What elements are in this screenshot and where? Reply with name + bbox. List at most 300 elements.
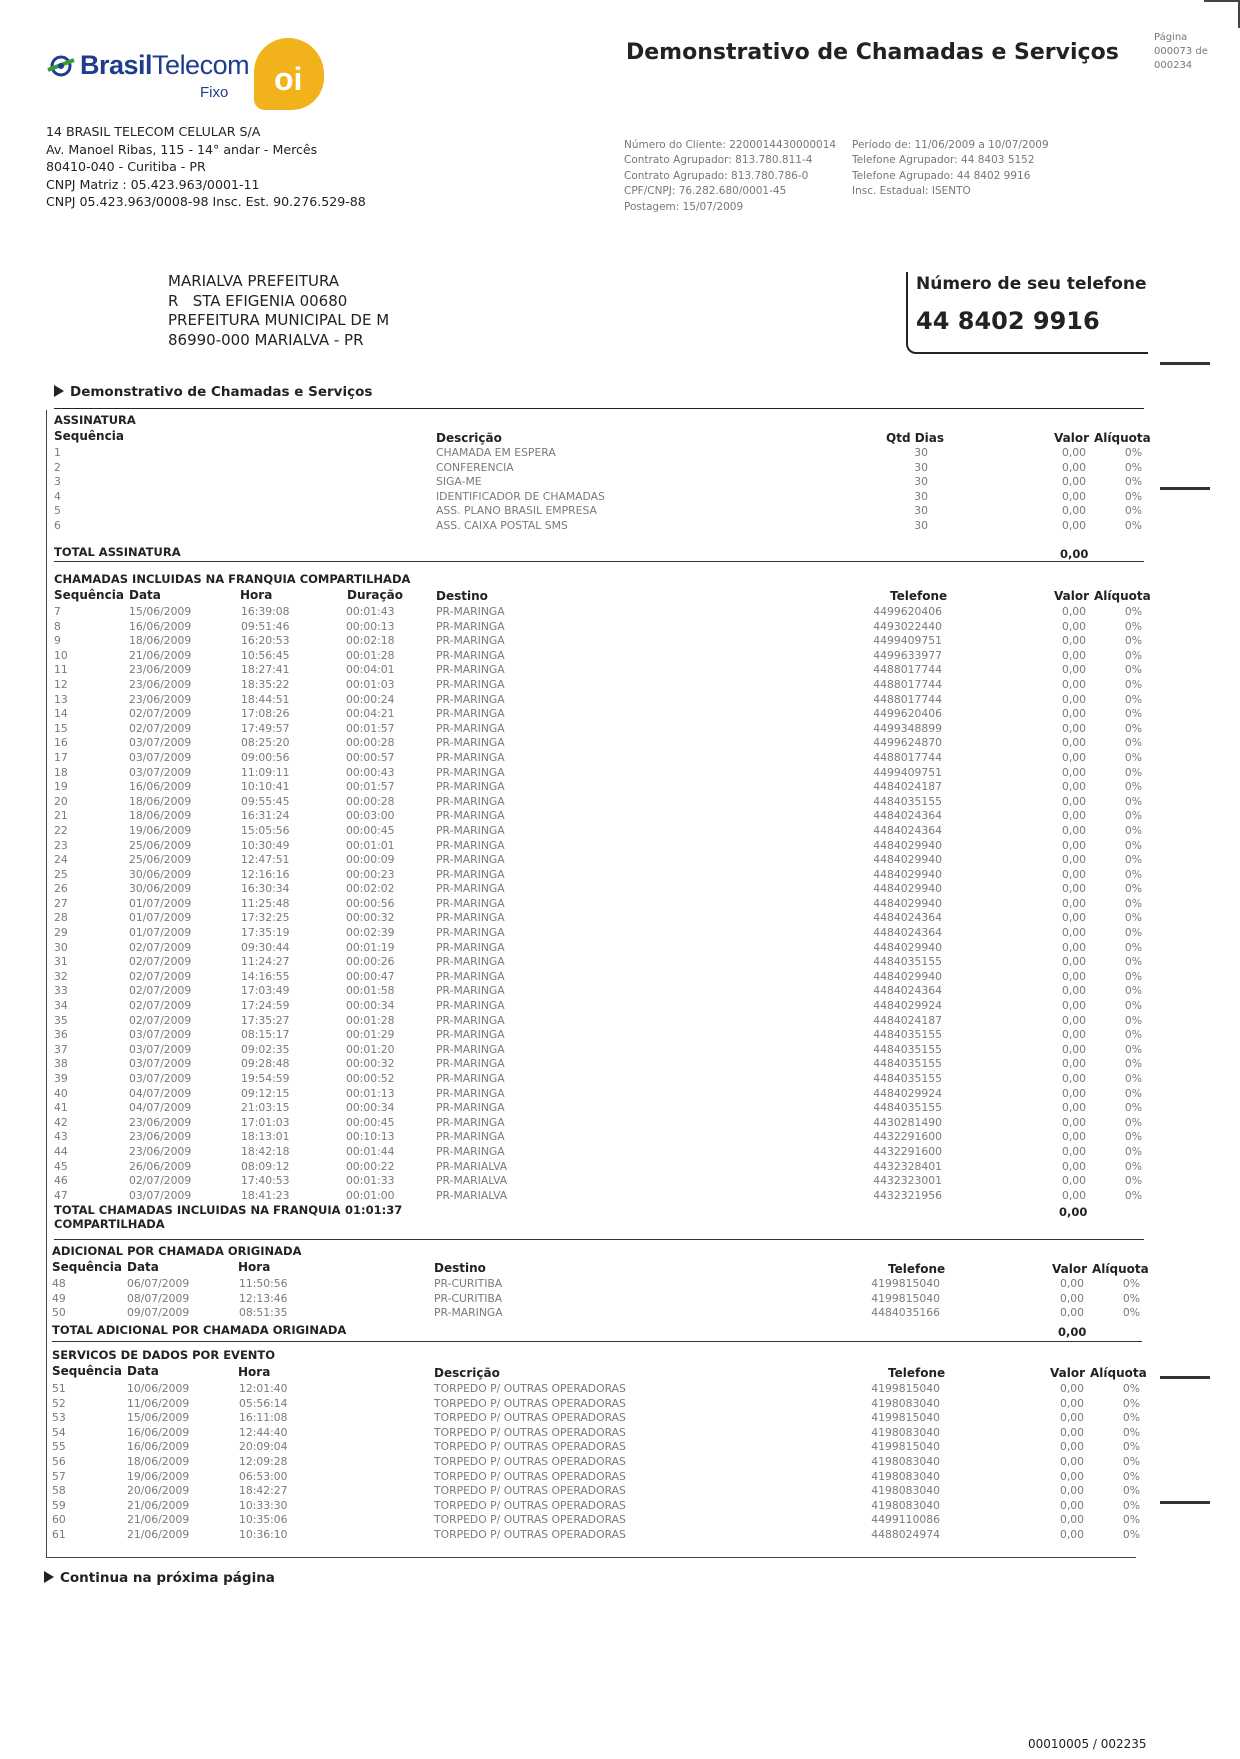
table-row xyxy=(52,1397,1142,1412)
cell-aliquota: 0% xyxy=(1122,1513,1140,1527)
cell-duracao: 00:01:19 xyxy=(346,940,395,954)
cell-destino: PR-MARINGA xyxy=(436,926,505,940)
cell-hora: 10:30:49 xyxy=(241,838,290,852)
table-row xyxy=(52,1484,1142,1499)
cell-hora: 10:35:06 xyxy=(239,1513,288,1527)
cell-data: 21/06/2009 xyxy=(127,1527,190,1541)
cell-data: 23/06/2009 xyxy=(129,1130,192,1144)
cell-valor: 0,00 xyxy=(1061,999,1086,1013)
cell-aliquota: 0% xyxy=(1124,692,1142,706)
table-row xyxy=(54,1116,1144,1131)
cell-aliquota: 0% xyxy=(1124,489,1142,503)
cell-destino: PR-MARINGA xyxy=(436,969,505,983)
cell-aliquota: 0% xyxy=(1122,1277,1140,1290)
cell-valor: 0,00 xyxy=(1061,677,1086,691)
adicional-title: ADICIONAL POR CHAMADA ORIGINADA xyxy=(52,1244,302,1258)
servicos-title: SERVICOS DE DADOS POR EVENTO xyxy=(52,1348,276,1362)
cell-data: 02/07/2009 xyxy=(129,969,192,983)
cell-valor: 0,00 xyxy=(1061,1057,1086,1071)
table-row xyxy=(54,707,1144,722)
cell-duracao: 00:10:13 xyxy=(346,1130,395,1144)
cell-duracao: 00:01:28 xyxy=(346,1013,395,1027)
recipient-address xyxy=(168,272,389,350)
cell-telefone: 4484035155 xyxy=(873,1057,942,1071)
cell-seq: 6 xyxy=(54,518,61,532)
cell-data: 19/06/2009 xyxy=(127,1469,190,1483)
cell-telefone: 4484024187 xyxy=(873,780,942,794)
cell-duracao: 00:03:00 xyxy=(346,809,395,823)
edge-mark xyxy=(1160,362,1210,365)
cell-aliquota: 0% xyxy=(1122,1527,1140,1541)
cell-aliquota: 0% xyxy=(1124,750,1142,764)
cell-data: 02/07/2009 xyxy=(129,1174,192,1188)
cell-seq: 7 xyxy=(54,605,61,618)
cell-duracao: 00:01:29 xyxy=(346,1028,395,1042)
cell-aliquota: 0% xyxy=(1124,1144,1142,1158)
cell-seq: 31 xyxy=(54,955,68,969)
cell-data: 03/07/2009 xyxy=(129,765,192,779)
cell-data: 20/06/2009 xyxy=(127,1484,190,1498)
cell-hora: 12:09:28 xyxy=(239,1454,288,1468)
cell-seq: 2 xyxy=(54,460,61,474)
table-row xyxy=(52,1455,1142,1470)
cell-destino: PR-MARINGA xyxy=(436,911,505,925)
cell-descricao: ASS. PLANO BRASIL EMPRESA xyxy=(436,504,597,518)
cell-seq: 12 xyxy=(54,677,68,691)
cell-data: 25/06/2009 xyxy=(129,838,192,852)
cell-hora: 09:55:45 xyxy=(241,794,290,808)
table-row xyxy=(54,693,1144,708)
cell-valor: 0,00 xyxy=(1059,1396,1084,1410)
cell-data: 18/06/2009 xyxy=(129,794,192,808)
cell-data: 02/07/2009 xyxy=(129,1013,192,1027)
cell-hora: 10:33:30 xyxy=(239,1498,288,1512)
table-row xyxy=(54,795,1144,810)
cell-destino: PR-MARINGA xyxy=(436,1013,505,1027)
cell-descricao: TORPEDO P/ OUTRAS OPERADORAS xyxy=(434,1498,626,1512)
cell-telefone: 4484029940 xyxy=(873,838,942,852)
cell-telefone: 4493022440 xyxy=(873,619,942,633)
header-valor: Valor xyxy=(1054,431,1090,445)
cell-seq: 20 xyxy=(54,794,68,808)
cell-telefone: 4199815040 xyxy=(871,1382,940,1395)
table-frame-bottom xyxy=(46,1557,1136,1558)
cell-telefone: 4484035155 xyxy=(873,794,942,808)
cell-hora: 18:35:22 xyxy=(241,677,290,691)
table-row xyxy=(54,970,1144,985)
table-row xyxy=(52,1306,1142,1321)
cell-data: 23/06/2009 xyxy=(129,692,192,706)
cell-telefone: 4484024364 xyxy=(873,926,942,940)
cell-valor: 0,00 xyxy=(1059,1513,1084,1527)
cell-destino: PR-MARINGA xyxy=(436,1072,505,1085)
cell-seq: 9 xyxy=(54,634,61,648)
cell-telefone: 4484035155 xyxy=(873,1042,942,1056)
cell-hora: 16:39:08 xyxy=(241,605,290,618)
cell-data: 02/07/2009 xyxy=(129,721,192,735)
cpf-cnpj: CPF/CNPJ: 76.282.680/0001-45 xyxy=(624,185,787,198)
table-row xyxy=(52,1277,1142,1292)
cell-aliquota: 0% xyxy=(1122,1454,1140,1468)
cell-data: 04/07/2009 xyxy=(129,1086,192,1100)
cell-aliquota: 0% xyxy=(1124,1130,1142,1144)
cell-aliquota: 0% xyxy=(1124,823,1142,837)
cell-aliquota: 0% xyxy=(1124,605,1142,618)
header-seq: Sequência xyxy=(54,588,124,602)
cell-descricao: CHAMADA EM ESPERA xyxy=(436,446,556,459)
cell-telefone: 4488017744 xyxy=(873,750,942,764)
cell-seq: 24 xyxy=(54,853,68,867)
cell-valor: 0,00 xyxy=(1059,1440,1084,1454)
cell-destino: PR-MARINGA xyxy=(436,1115,505,1129)
cell-destino: PR-CURITIBA xyxy=(434,1291,503,1305)
table-row xyxy=(54,1014,1144,1029)
cell-hora: 12:13:46 xyxy=(239,1291,288,1305)
cell-valor: 0,00 xyxy=(1061,794,1086,808)
header-valor: Valor xyxy=(1050,1366,1086,1380)
cell-destino: PR-MARINGA xyxy=(436,780,505,794)
cell-seq: 56 xyxy=(52,1454,66,1468)
cell-data: 16/06/2009 xyxy=(127,1440,190,1454)
cell-seq: 30 xyxy=(54,940,68,954)
cell-aliquota: 0% xyxy=(1124,1072,1142,1085)
cell-seq: 60 xyxy=(52,1513,66,1527)
cell-duracao: 00:00:22 xyxy=(346,1159,395,1173)
cell-destino: PR-MARINGA xyxy=(436,940,505,954)
header-aliq: Alíquota xyxy=(1092,1262,1149,1276)
cell-seq: 58 xyxy=(52,1484,66,1498)
cell-seq: 3 xyxy=(54,475,61,489)
cell-data: 23/06/2009 xyxy=(129,1115,192,1129)
cell-aliquota: 0% xyxy=(1124,999,1142,1013)
cell-hora: 08:51:35 xyxy=(239,1306,288,1320)
cell-valor: 0,00 xyxy=(1061,853,1086,867)
cell-data: 02/07/2009 xyxy=(129,940,192,954)
cell-hora: 12:01:40 xyxy=(239,1382,288,1395)
cell-valor: 0,00 xyxy=(1061,1130,1086,1144)
cell-aliquota: 0% xyxy=(1124,926,1142,940)
cell-seq: 57 xyxy=(52,1469,66,1483)
cell-descricao: CONFERENCIA xyxy=(436,460,514,474)
phone-grouper: Telefone Agrupador: 44 8403 5152 xyxy=(852,154,1035,167)
cell-aliquota: 0% xyxy=(1124,838,1142,852)
cell-seq: 44 xyxy=(54,1144,68,1158)
cell-aliquota: 0% xyxy=(1124,663,1142,677)
cell-qtd-dias: 30 xyxy=(914,460,928,474)
header-seq: Sequência xyxy=(54,429,124,443)
cell-hora: 09:30:44 xyxy=(241,940,290,954)
cell-destino: PR-MARINGA xyxy=(436,896,505,910)
company-line: 14 BRASIL TELECOM CELULAR S/A xyxy=(46,124,261,139)
cell-data: 18/06/2009 xyxy=(129,634,192,648)
cell-descricao: TORPEDO P/ OUTRAS OPERADORAS xyxy=(434,1454,626,1468)
cell-aliquota: 0% xyxy=(1124,634,1142,648)
table-row xyxy=(54,809,1144,824)
page-number: 000073 de xyxy=(1154,46,1208,57)
cell-aliquota: 0% xyxy=(1124,1028,1142,1042)
cell-aliquota: 0% xyxy=(1124,721,1142,735)
cell-descricao: ASS. CAIXA POSTAL SMS xyxy=(436,518,568,532)
corner-mark xyxy=(1204,0,1240,28)
cell-aliquota: 0% xyxy=(1122,1425,1140,1439)
cell-aliquota: 0% xyxy=(1124,794,1142,808)
cell-valor: 0,00 xyxy=(1061,648,1086,662)
cell-data: 30/06/2009 xyxy=(129,867,192,881)
cell-data: 19/06/2009 xyxy=(129,823,192,837)
cell-hora: 10:56:45 xyxy=(241,648,290,662)
cell-data: 15/06/2009 xyxy=(127,1411,190,1425)
header-hora: Hora xyxy=(238,1365,271,1379)
cell-aliquota: 0% xyxy=(1124,736,1142,750)
cell-seq: 59 xyxy=(52,1498,66,1512)
cell-hora: 06:53:00 xyxy=(239,1469,288,1483)
cell-duracao: 00:01:57 xyxy=(346,721,395,735)
table-row xyxy=(54,490,1144,505)
cell-aliquota: 0% xyxy=(1124,1013,1142,1027)
edge-mark xyxy=(1160,1501,1210,1504)
cell-destino: PR-MARINGA xyxy=(436,1042,505,1056)
cell-destino: PR-MARINGA xyxy=(436,1028,505,1042)
table-row xyxy=(54,1043,1144,1058)
cell-aliquota: 0% xyxy=(1122,1469,1140,1483)
header-valor: Valor xyxy=(1054,589,1090,603)
cell-seq: 14 xyxy=(54,707,68,721)
table-row xyxy=(52,1499,1142,1514)
cell-seq: 52 xyxy=(52,1396,66,1410)
cell-data: 23/06/2009 xyxy=(129,1144,192,1158)
cell-aliquota: 0% xyxy=(1124,677,1142,691)
cell-aliquota: 0% xyxy=(1124,940,1142,954)
cell-telefone: 4432328401 xyxy=(873,1159,942,1173)
cell-seq: 49 xyxy=(52,1291,66,1305)
cell-duracao: 00:00:52 xyxy=(346,1072,395,1085)
cell-seq: 16 xyxy=(54,736,68,750)
table-row xyxy=(54,1174,1144,1189)
cell-destino: PR-MARINGA xyxy=(436,677,505,691)
cell-hora: 12:44:40 xyxy=(239,1425,288,1439)
cell-aliquota: 0% xyxy=(1124,1115,1142,1129)
cell-destino: PR-MARINGA xyxy=(436,736,505,750)
cell-seq: 11 xyxy=(54,663,68,677)
cell-hora: 21:03:15 xyxy=(241,1101,290,1115)
cell-valor: 0,00 xyxy=(1059,1277,1084,1290)
oi-logo-text: oi xyxy=(274,61,303,97)
table-row xyxy=(52,1528,1142,1543)
cell-seq: 55 xyxy=(52,1440,66,1454)
cell-telefone: 4484035166 xyxy=(871,1306,940,1320)
cell-telefone: 4484029924 xyxy=(873,1086,942,1100)
cell-valor: 0,00 xyxy=(1061,867,1086,881)
cell-hora: 17:40:53 xyxy=(241,1174,290,1188)
table-row xyxy=(54,1160,1144,1175)
adicional-rows xyxy=(52,1277,1142,1321)
cell-valor: 0,00 xyxy=(1061,1028,1086,1042)
cell-telefone: 4198083040 xyxy=(871,1498,940,1512)
cell-aliquota: 0% xyxy=(1124,475,1142,489)
cell-data: 18/06/2009 xyxy=(127,1454,190,1468)
cell-seq: 8 xyxy=(54,619,61,633)
cell-valor: 0,00 xyxy=(1061,663,1086,677)
cell-telefone: 4199815040 xyxy=(871,1277,940,1290)
brand-name: BrasilTelecom xyxy=(80,50,250,80)
cell-seq: 53 xyxy=(52,1411,66,1425)
cell-seq: 38 xyxy=(54,1057,68,1071)
cell-aliquota: 0% xyxy=(1122,1498,1140,1512)
cell-telefone: 4484029940 xyxy=(873,969,942,983)
cell-hora: 11:24:27 xyxy=(241,955,290,969)
cell-aliquota: 0% xyxy=(1122,1291,1140,1305)
triangle-bullet-icon xyxy=(54,385,64,397)
cell-seq: 61 xyxy=(52,1527,66,1541)
billing-period: Período de: 11/06/2009 a 10/07/2009 xyxy=(852,139,1049,151)
cell-data: 21/06/2009 xyxy=(127,1498,190,1512)
cell-hora: 09:00:56 xyxy=(241,750,290,764)
table-row xyxy=(54,839,1144,854)
page-label: Página xyxy=(1154,32,1188,43)
cell-destino: PR-MARINGA xyxy=(436,984,505,998)
cell-data: 11/06/2009 xyxy=(127,1396,190,1410)
cell-telefone: 4198083040 xyxy=(871,1469,940,1483)
cell-data: 03/07/2009 xyxy=(129,1057,192,1071)
cell-telefone: 4432323001 xyxy=(873,1174,942,1188)
cell-valor: 0,00 xyxy=(1059,1469,1084,1483)
cell-seq: 25 xyxy=(54,867,68,881)
cell-duracao: 00:00:45 xyxy=(346,1115,395,1129)
table-row xyxy=(54,736,1144,751)
cell-destino: PR-CURITIBA xyxy=(434,1277,503,1290)
company-info xyxy=(46,123,366,211)
cell-valor: 0,00 xyxy=(1061,721,1086,735)
cell-telefone: 4484024187 xyxy=(873,1013,942,1027)
cell-destino: PR-MARINGA xyxy=(436,1101,505,1115)
cell-data: 03/07/2009 xyxy=(129,1042,192,1056)
table-row xyxy=(54,461,1144,476)
cell-data: 09/07/2009 xyxy=(127,1306,190,1320)
phone-grouped: Telefone Agrupado: 44 8402 9916 xyxy=(852,169,1031,182)
edge-mark xyxy=(1160,1376,1210,1379)
address-line: PREFEITURA MUNICIPAL DE M xyxy=(168,311,390,329)
cell-telefone: 4484035155 xyxy=(873,1028,942,1042)
cell-data: 02/07/2009 xyxy=(129,955,192,969)
header-aliq: Alíquota xyxy=(1090,1366,1147,1380)
franquia-total-duration: 01:01:37 xyxy=(345,1203,403,1217)
table-row xyxy=(54,475,1144,490)
phone-number-value: 44 8402 9916 xyxy=(916,307,1100,335)
cell-destino: PR-MARINGA xyxy=(436,721,505,735)
divider xyxy=(54,1239,1144,1240)
cell-hora: 18:42:27 xyxy=(239,1484,288,1498)
table-row xyxy=(54,1057,1144,1072)
cell-hora: 17:49:57 xyxy=(241,721,290,735)
header-desc: Descrição xyxy=(436,431,502,445)
company-line: CNPJ Matriz : 05.423.963/0001-11 xyxy=(46,176,260,192)
table-row xyxy=(54,678,1144,693)
cell-destino: PR-MARINGA xyxy=(436,648,505,662)
cell-duracao: 00:00:28 xyxy=(346,794,395,808)
cell-valor: 0,00 xyxy=(1061,446,1086,459)
cell-data: 21/06/2009 xyxy=(129,648,192,662)
cell-hora: 17:35:19 xyxy=(241,926,290,940)
cell-destino: PR-MARINGA xyxy=(434,1306,503,1320)
cell-valor: 0,00 xyxy=(1061,926,1086,940)
cell-data: 03/07/2009 xyxy=(129,736,192,750)
cell-duracao: 00:01:33 xyxy=(346,1174,395,1188)
continue-notice: Continua na próxima página xyxy=(44,1570,275,1586)
cell-qtd-dias: 30 xyxy=(914,518,928,532)
table-row xyxy=(54,1087,1144,1102)
table-row xyxy=(52,1470,1142,1485)
cell-descricao: TORPEDO P/ OUTRAS OPERADORAS xyxy=(434,1513,626,1527)
cell-valor: 0,00 xyxy=(1061,809,1086,823)
cell-valor: 0,00 xyxy=(1061,605,1086,618)
table-row xyxy=(54,853,1144,868)
cell-aliquota: 0% xyxy=(1124,460,1142,474)
state-registration: Insc. Estadual: ISENTO xyxy=(852,185,971,198)
cell-valor: 0,00 xyxy=(1061,1072,1086,1085)
cell-duracao: 00:02:18 xyxy=(346,634,395,648)
header-hora: Hora xyxy=(238,1260,271,1274)
cell-data: 03/07/2009 xyxy=(129,750,192,764)
cell-descricao: TORPEDO P/ OUTRAS OPERADORAS xyxy=(434,1382,626,1395)
cell-aliquota: 0% xyxy=(1122,1396,1140,1410)
header-seq: Sequência xyxy=(52,1260,122,1274)
cell-duracao: 00:01:20 xyxy=(346,1042,395,1056)
table-row xyxy=(54,999,1144,1014)
cell-hora: 11:25:48 xyxy=(241,896,290,910)
table-row xyxy=(54,620,1144,635)
cell-destino: PR-MARINGA xyxy=(436,765,505,779)
cell-hora: 18:44:51 xyxy=(241,692,290,706)
cell-data: 03/07/2009 xyxy=(129,1072,192,1085)
header-telefone: Telefone xyxy=(890,589,948,603)
cell-aliquota: 0% xyxy=(1124,648,1142,662)
cell-valor: 0,00 xyxy=(1061,1144,1086,1158)
cell-aliquota: 0% xyxy=(1124,446,1142,459)
cell-seq: 43 xyxy=(54,1130,68,1144)
table-row xyxy=(54,504,1144,519)
assinatura-total-value: 0,00 xyxy=(1060,547,1089,561)
header-telefone: Telefone xyxy=(888,1262,946,1276)
cell-descricao: TORPEDO P/ OUTRAS OPERADORAS xyxy=(434,1440,626,1454)
cell-destino: PR-MARINGA xyxy=(436,838,505,852)
table-row xyxy=(54,1189,1144,1204)
cell-destino: PR-MARINGA xyxy=(436,999,505,1013)
cell-hora: 16:20:53 xyxy=(241,634,290,648)
cell-seq: 21 xyxy=(54,809,68,823)
cell-hora: 17:01:03 xyxy=(241,1115,290,1129)
cell-aliquota: 0% xyxy=(1124,765,1142,779)
cell-hora: 14:16:55 xyxy=(241,969,290,983)
table-row xyxy=(54,1130,1144,1145)
table-row xyxy=(52,1382,1142,1397)
table-row xyxy=(54,634,1144,649)
cell-telefone: 4499348899 xyxy=(873,721,942,735)
table-row xyxy=(54,663,1144,678)
cell-aliquota: 0% xyxy=(1124,911,1142,925)
header-qtd: Qtd Dias xyxy=(886,431,945,445)
cell-valor: 0,00 xyxy=(1061,969,1086,983)
assinatura-title: ASSINATURA xyxy=(54,413,136,427)
cell-seq: 37 xyxy=(54,1042,68,1056)
cell-descricao: TORPEDO P/ OUTRAS OPERADORAS xyxy=(434,1425,626,1439)
cell-hora: 16:31:24 xyxy=(241,809,290,823)
cell-aliquota: 0% xyxy=(1124,780,1142,794)
cell-seq: 39 xyxy=(54,1072,68,1085)
franquia-total-value: 0,00 xyxy=(1059,1205,1088,1219)
table-row xyxy=(52,1440,1142,1455)
cell-hora: 09:02:35 xyxy=(241,1042,290,1056)
divider xyxy=(52,1341,1142,1342)
